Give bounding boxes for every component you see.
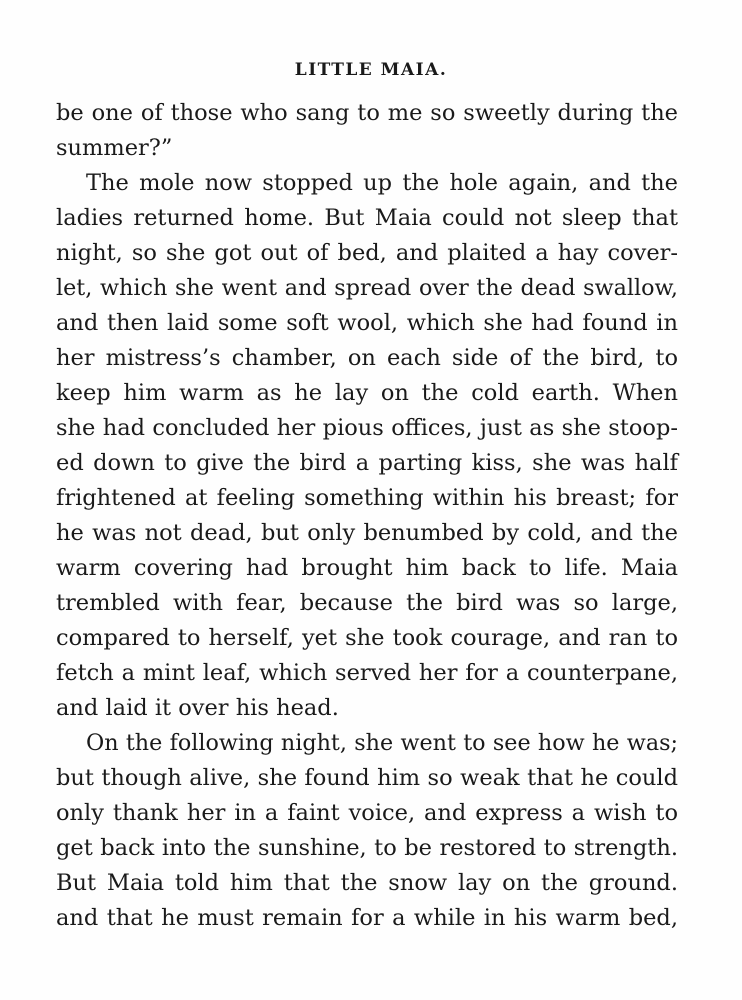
text-line: and laid it over his head. xyxy=(56,695,339,721)
text-line: let, which she went and spread over the dead swallow, xyxy=(56,275,678,301)
text-line: but though alive, she found him so weak that he could xyxy=(56,765,678,791)
text-line: he was not dead, but only benumbed by cold, and the xyxy=(56,520,678,546)
text-line: keep him warm as he lay on the cold earth. When xyxy=(56,380,678,406)
text-line: warm covering had brought him back to life. Maia xyxy=(56,555,678,581)
text-line: trembled with fear, because the bird was so large, xyxy=(56,590,678,616)
text-line: and then laid some soft wool, which she had found in xyxy=(56,310,678,336)
body-text xyxy=(56,96,678,936)
text-line: frightened at feeling something within his breast; for xyxy=(56,485,678,511)
text-line: and that he must remain for a while in his warm bed, xyxy=(56,905,678,931)
text-line: But Maia told him that the snow lay on the ground. xyxy=(56,870,678,896)
text-line: ed down to give the bird a parting kiss, she was half xyxy=(56,450,678,476)
text-line: The mole now stopped up the hole again, and the xyxy=(86,170,678,196)
text-line: she had concluded her pious offices, just as she stoop- xyxy=(56,415,678,441)
text-line: night, so she got out of bed, and plaited a hay cover- xyxy=(56,240,678,266)
running-head: LITTLE MAIA. xyxy=(294,60,448,80)
text-line: get back into the sunshine, to be restored to strength. xyxy=(56,835,678,861)
text-line: be one of those who sang to me so sweetly during the xyxy=(56,100,678,126)
text-line: her mistress’s chamber, on each side of the bird, to xyxy=(56,345,678,371)
text-line: fetch a mint leaf, which served her for a counterpane, xyxy=(56,660,678,686)
text-line: only thank her in a faint voice, and express a wish to xyxy=(56,800,678,826)
text-line: On the following night, she went to see how he was; xyxy=(86,730,678,756)
text-line: summer?” xyxy=(56,135,173,161)
text-line: ladies returned home. But Maia could not sleep that xyxy=(56,205,678,231)
text-line: compared to herself, yet she took courage, and ran to xyxy=(56,625,678,651)
